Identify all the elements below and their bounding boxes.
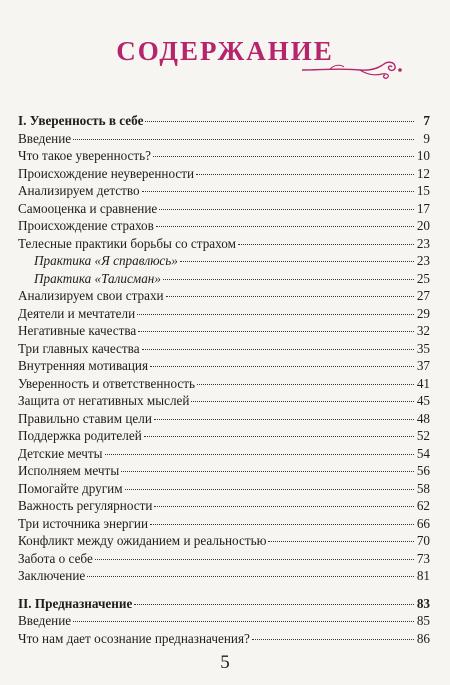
toc-entry bbox=[18, 612, 430, 630]
toc-entry-title: II. Предназначение bbox=[18, 595, 133, 611]
dot-leader bbox=[268, 541, 414, 542]
toc-entry bbox=[18, 200, 430, 218]
toc-entry bbox=[18, 427, 430, 445]
toc-entry-title: Защита от негативных мыслей bbox=[18, 393, 190, 408]
dot-leader bbox=[144, 436, 414, 437]
toc-entry-title: Детские мечты bbox=[18, 445, 103, 461]
toc-page-number: 58 bbox=[416, 480, 430, 496]
toc-entry-title: Происхождение страхов bbox=[18, 218, 154, 233]
dot-leader bbox=[191, 401, 414, 402]
dot-leader bbox=[125, 489, 414, 490]
toc-entry-title: Введение bbox=[18, 130, 72, 146]
toc-page-number: 70 bbox=[416, 533, 430, 548]
dot-leader bbox=[154, 506, 414, 507]
section-spacer bbox=[18, 585, 430, 595]
toc-page-number: 62 bbox=[416, 498, 430, 513]
dot-leader bbox=[163, 279, 414, 280]
flourish-ornament bbox=[300, 58, 405, 80]
toc-subentry bbox=[18, 252, 430, 270]
dot-leader bbox=[252, 639, 414, 640]
toc-entry-title: Что нам дает осознание предназначения? bbox=[18, 630, 250, 646]
toc-entry bbox=[18, 392, 430, 410]
toc-page-number: 23 bbox=[416, 253, 430, 268]
toc-entry-title: Конфликт между ожиданием и реальностью bbox=[18, 533, 267, 548]
toc-page-number: 29 bbox=[416, 305, 430, 321]
toc-entry bbox=[18, 217, 430, 235]
toc-page-number: 27 bbox=[416, 288, 430, 303]
toc-entry bbox=[18, 630, 430, 648]
dot-leader bbox=[238, 244, 414, 245]
toc-entry bbox=[18, 322, 430, 340]
toc-entry-title: Три главных качества bbox=[18, 340, 140, 356]
toc-page-number: 56 bbox=[416, 463, 430, 478]
dot-leader bbox=[142, 349, 414, 350]
toc-entry-title: Правильно ставим цели bbox=[18, 410, 152, 426]
toc-section-heading bbox=[18, 595, 430, 613]
toc-page-number: 25 bbox=[416, 270, 430, 286]
toc-entry-title: Самооценка и сравнение bbox=[18, 200, 158, 216]
dot-leader bbox=[95, 559, 414, 560]
toc-page-number: 32 bbox=[416, 323, 430, 338]
toc-entry-title: Исполняем мечты bbox=[18, 463, 120, 478]
toc-entry-title: Негативные качества bbox=[18, 323, 137, 338]
toc-entry bbox=[18, 497, 430, 515]
toc-entry bbox=[18, 480, 430, 498]
toc-entry bbox=[18, 305, 430, 323]
dot-leader bbox=[150, 366, 414, 367]
toc-page-number: 81 bbox=[416, 568, 430, 583]
toc-entry-title: Внутренняя мотивация bbox=[18, 358, 149, 373]
toc-entry-title: Анализируем детство bbox=[18, 183, 140, 198]
toc-page-number: 52 bbox=[416, 428, 430, 443]
toc-entry bbox=[18, 462, 430, 480]
toc-entry-title: Телесные практики борьбы со страхом bbox=[18, 235, 236, 251]
toc-entry-title: Деятели и мечтатели bbox=[18, 305, 136, 321]
toc-entry-title: Анализируем свои страхи bbox=[18, 288, 164, 303]
dot-leader bbox=[150, 524, 414, 525]
toc-entry-title: Введение bbox=[18, 613, 72, 628]
toc-page-number: 15 bbox=[416, 183, 430, 198]
toc-subentry bbox=[18, 270, 430, 288]
toc-page-number: 45 bbox=[416, 393, 430, 408]
dot-leader bbox=[121, 471, 414, 472]
toc-page-number: 23 bbox=[416, 235, 430, 251]
toc-page-number: 37 bbox=[416, 358, 430, 373]
toc-entry-title: Поддержка родителей bbox=[18, 428, 142, 443]
toc-page-number: 9 bbox=[423, 130, 430, 146]
toc-entry-title: Практика «Я справлюсь» bbox=[34, 253, 178, 268]
dot-leader bbox=[196, 174, 414, 175]
toc-entry bbox=[18, 445, 430, 463]
dot-leader bbox=[134, 604, 414, 605]
dot-leader bbox=[142, 191, 414, 192]
toc-entry bbox=[18, 357, 430, 375]
toc-entry-title: Заключение bbox=[18, 568, 86, 583]
dot-leader bbox=[145, 121, 414, 122]
toc-entry bbox=[18, 375, 430, 393]
toc-entry-title: Происхождение неуверенности bbox=[18, 165, 195, 181]
toc-entry bbox=[18, 165, 430, 183]
toc-page-number: 83 bbox=[416, 595, 430, 611]
toc-entry-title: Практика «Талисман» bbox=[34, 270, 161, 286]
dot-leader bbox=[156, 226, 414, 227]
dot-leader bbox=[153, 156, 414, 157]
dot-leader bbox=[137, 314, 414, 315]
toc-entry-title: I. Уверенность в себе bbox=[18, 113, 144, 128]
toc-page-number: 66 bbox=[416, 515, 430, 531]
toc-page-number: 7 bbox=[423, 113, 430, 128]
dot-leader bbox=[73, 139, 414, 140]
dot-leader bbox=[166, 296, 414, 297]
toc-entry bbox=[18, 340, 430, 358]
toc-entry-title: Что такое уверенность? bbox=[18, 148, 152, 163]
toc-entry-title: Помогайте другим bbox=[18, 480, 123, 496]
toc-entry-title: Забота о себе bbox=[18, 550, 93, 566]
toc-page-number: 17 bbox=[416, 200, 430, 216]
dot-leader bbox=[159, 209, 414, 210]
page-title: СОДЕРЖАНИЕ bbox=[116, 36, 334, 66]
toc-entry bbox=[18, 550, 430, 568]
toc-page-number: 85 bbox=[416, 613, 430, 628]
toc-page-number: 73 bbox=[416, 550, 430, 566]
toc-page-number: 48 bbox=[416, 410, 430, 426]
dot-leader bbox=[73, 621, 414, 622]
toc-page-number: 20 bbox=[416, 218, 430, 233]
toc-entry bbox=[18, 235, 430, 253]
table-of-contents bbox=[18, 112, 430, 647]
toc-entry bbox=[18, 515, 430, 533]
toc-entry bbox=[18, 130, 430, 148]
toc-page-number: 12 bbox=[416, 165, 430, 181]
toc-entry bbox=[18, 410, 430, 428]
dot-leader bbox=[138, 331, 414, 332]
toc-entry bbox=[18, 532, 430, 550]
toc-entry-title: Уверенность и ответственность bbox=[18, 375, 196, 391]
dot-leader bbox=[197, 384, 414, 385]
toc-page-number: 10 bbox=[416, 148, 430, 163]
toc-section-heading bbox=[18, 112, 430, 130]
dot-leader bbox=[87, 576, 414, 577]
toc-page-number: 35 bbox=[416, 340, 430, 356]
toc-page-number: 41 bbox=[416, 375, 430, 391]
dot-leader bbox=[154, 419, 414, 420]
toc-entry-title: Важность регулярности bbox=[18, 498, 153, 513]
toc-entry bbox=[18, 567, 430, 585]
toc-entry bbox=[18, 147, 430, 165]
toc-entry-title: Три источника энергии bbox=[18, 515, 149, 531]
toc-entry bbox=[18, 182, 430, 200]
dot-leader bbox=[105, 454, 414, 455]
toc-page-number: 54 bbox=[416, 445, 430, 461]
page-number: 5 bbox=[220, 652, 230, 673]
dot-leader bbox=[180, 261, 414, 262]
toc-page-number: 86 bbox=[416, 630, 430, 646]
toc-entry bbox=[18, 287, 430, 305]
